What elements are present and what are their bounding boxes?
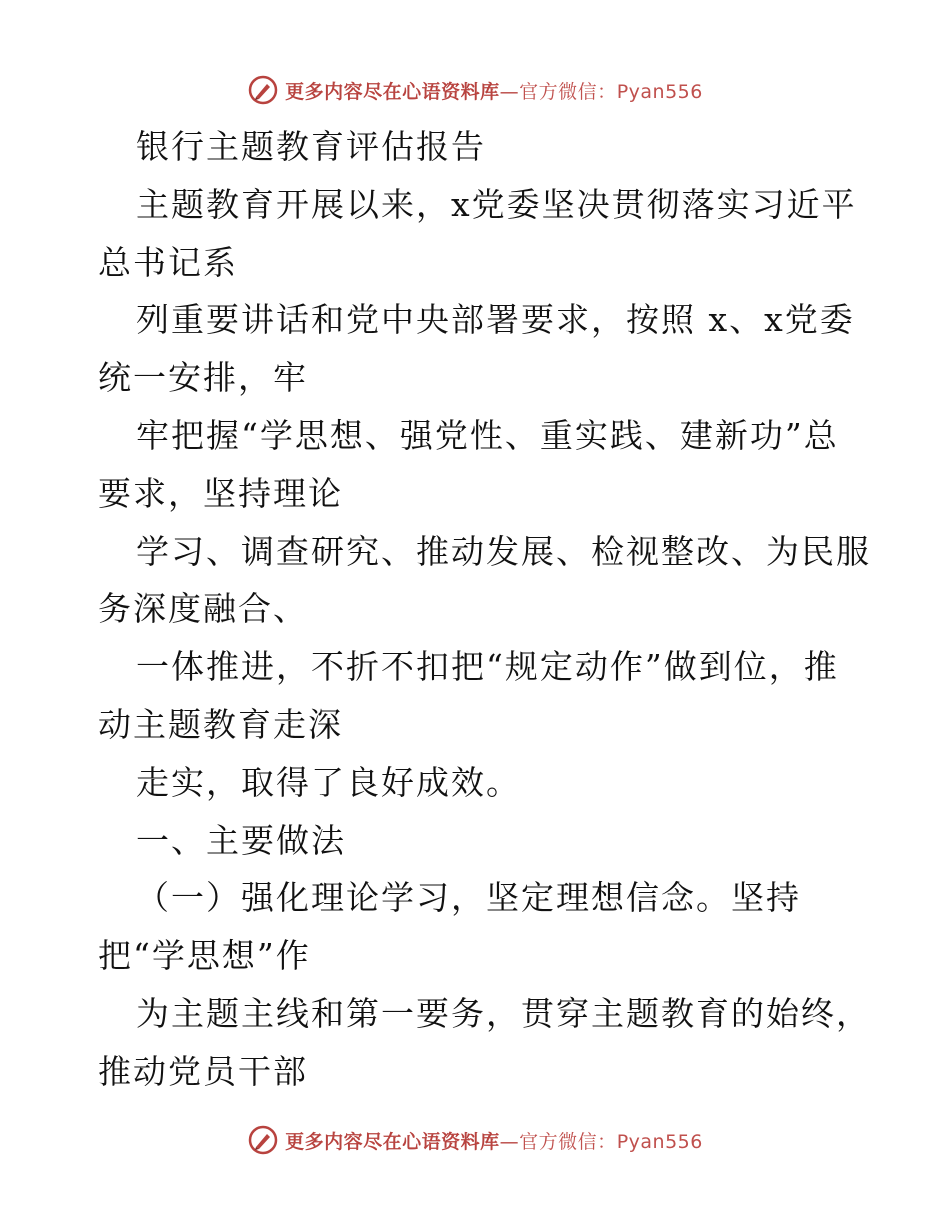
- paragraph-line: 要求，坚持理论: [98, 473, 343, 513]
- paragraph-line: 推动党员干部: [98, 1051, 308, 1091]
- watermark-text: 更多内容尽在心语资料库: [285, 80, 500, 103]
- document-title: 银行主题教育评估报告: [136, 127, 486, 166]
- document-body: [98, 118, 871, 1101]
- watermark-separator: —: [499, 1130, 520, 1153]
- paragraph-line: 牢把握“学思想、强党性、重实践、建新功”总: [136, 415, 839, 455]
- paragraph-line: 主题教育开展以来，x党委坚决贯彻落实习近平: [136, 184, 857, 224]
- paragraph-line: 为主题主线和第一要务，贯穿主题教育的始终，: [136, 993, 871, 1033]
- paragraph-line: 走实，取得了良好成效。: [136, 762, 521, 802]
- watermark-banner-top: [0, 70, 950, 110]
- paragraph-line: 总书记系: [98, 242, 238, 282]
- paragraph-line: 把“学思想”作: [98, 936, 311, 976]
- paragraph-line: 动主题教育走深: [98, 704, 343, 744]
- paragraph-line: 一体推进，不折不扣把“规定动作”做到位，推: [136, 647, 839, 687]
- watermark-wechat-id: Pyan556: [616, 80, 703, 103]
- watermark-wechat-label: 官方微信：: [519, 1130, 617, 1153]
- paragraph-line: 列重要讲话和党中央部署要求，按照 x、x党委: [136, 300, 855, 340]
- watermark-text: 更多内容尽在心语资料库: [285, 1130, 500, 1153]
- watermark-wechat-label: 官方微信：: [519, 80, 617, 103]
- watermark-separator: —: [499, 80, 520, 103]
- paragraph-line: 统一安排，牢: [98, 358, 308, 398]
- subsection-heading: （一）强化理论学习，坚定理想信念。坚持: [136, 878, 801, 918]
- pen-circle-logo-icon: [247, 74, 279, 106]
- section-heading: 一、主要做法: [136, 820, 346, 860]
- pen-circle-logo-icon: [247, 1124, 279, 1156]
- watermark-banner-bottom: [0, 1120, 950, 1160]
- watermark-wechat-id: Pyan556: [616, 1130, 703, 1153]
- paragraph-line: 务深度融合、: [98, 589, 308, 629]
- paragraph-line: 学习、调查研究、推动发展、检视整改、为民服: [136, 531, 871, 571]
